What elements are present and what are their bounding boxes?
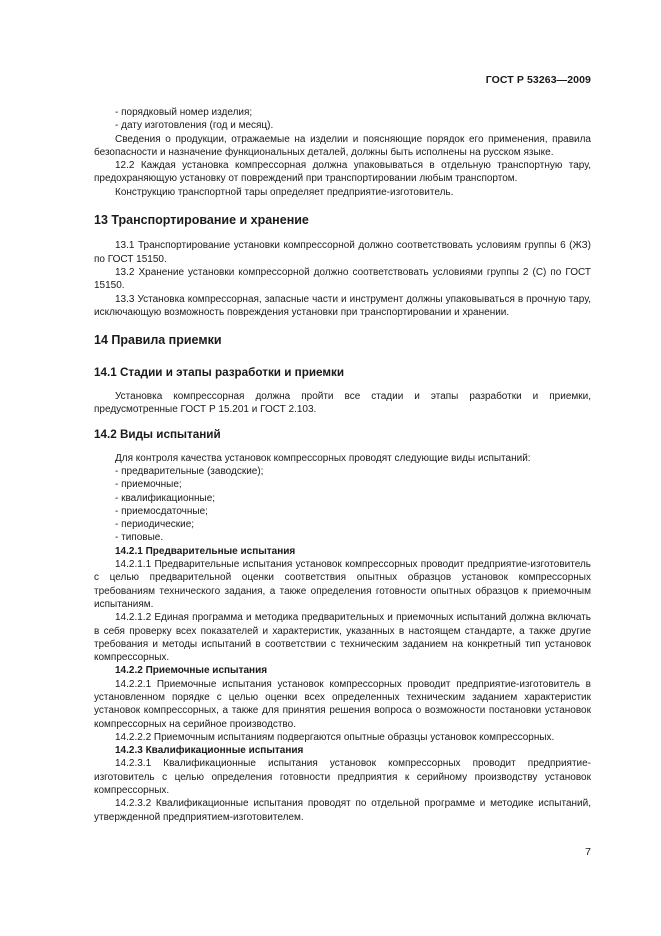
section-14-heading: 14 Правила приемки: [94, 333, 222, 348]
list-item: - квалификационные;: [115, 492, 216, 504]
document-code-header: ГОСТ Р 53263—2009: [485, 74, 591, 86]
subsection-14-2-3-heading: 14.2.3 Квалификационные испытания: [115, 745, 304, 757]
subsection-14-2-heading: 14.2 Виды испытаний: [94, 428, 221, 442]
list-item: - приемосдаточные;: [115, 505, 208, 517]
paragraph: Конструкцию транспортной тары определяет предприятие-изготовитель.: [115, 186, 454, 198]
paragraph: 13.3 Установка компрессорная, запасные части и инструмент должны упаковываться в прочную тару, исключающую возможность повреждения установки при транспортировании и хранении.: [94, 293, 591, 318]
list-item: - типовые.: [115, 532, 164, 544]
list-item: - предварительные (заводские);: [115, 465, 264, 477]
subsection-14-2-1-heading: 14.2.1 Предварительные испытания: [115, 545, 296, 557]
document-body: [94, 106, 591, 824]
page-number: 7: [585, 846, 591, 858]
list-item: - периодические;: [115, 519, 195, 531]
paragraph: 14.2.1.2 Единая программа и методика предварительных и приемочных испытаний должна включать в себя проверку всех показателей и характеристик, указанных в настоящем стандарте, а также другие требования и методы испытаний в соответствии с техническим заданием на конкретный тип установок компрессорных.: [94, 612, 591, 664]
paragraph: Для контроля качества установок компрессорных проводят следующие виды испытаний:: [115, 452, 531, 464]
list-item: - приемочные;: [115, 479, 182, 491]
paragraph: 14.2.3.2 Квалификационные испытания проводят по отдельной программе и методике испытаний, утвержденной предприятием-изготовителем.: [94, 798, 591, 823]
list-item: - порядковый номер изделия;: [115, 107, 253, 118]
paragraph: Установка компрессорная должна пройти все стадии и этапы разработки и приемки, предусмотренные ГОСТ Р 15.201 и ГОСТ 2.103.: [94, 390, 591, 416]
paragraph: 12.2 Каждая установка компрессорная должна упаковываться в отдельную транспортную тару, предохраняющую установку от повреждений при транспортировании любым транспортом.: [94, 160, 591, 185]
paragraph: 13.1 Транспортирование установки компрессорной должно соответствовать условиям группы 6 (ЖЗ) по ГОСТ 15150.: [94, 240, 591, 265]
paragraph: 14.2.1.1 Предварительные испытания установок компрессорных проводит предприятие-изготовитель с целью предварительной оценки соответствия опытных образцов установок компрессорных требованиям технического задания, а также определения готовности опытных образцов к приемочным испытаниям.: [94, 559, 591, 610]
list-item: - дату изготовления (год и месяц).: [115, 120, 274, 132]
subsection-14-2-2-heading: 14.2.2 Приемочные испытания: [115, 665, 268, 677]
paragraph: 14.2.3.1 Квалификационные испытания установок компрессорных проводит предприятие-изготовитель с целью определения готовности предприятия к серийному производству установок компрессорных.: [94, 758, 591, 797]
subsection-14-1-heading: 14.1 Стадии и этапы разработки и приемки: [94, 366, 345, 380]
paragraph: 14.2.2.1 Приемочные испытания установок компрессорных проводит предприятие-изготовитель в установленном порядке с целью оценки всех определенных техническим заданием характеристик установок компрессорных, а также для принятия решения вопроса о возможности постановки установок компрессорных на серийное производство.: [94, 678, 591, 730]
paragraph: 13.2 Хранение установки компрессорной должно соответствовать условиями группы 2 (С) по ГОСТ 15150.: [94, 266, 591, 292]
paragraph: 14.2.2.2 Приемочным испытаниям подвергаются опытные образцы установок компрессорных.: [115, 731, 555, 743]
section-13-heading: 13 Транспортирование и хранение: [94, 213, 309, 228]
paragraph: Сведения о продукции, отражаемые на изделии и поясняющие порядок его применения, правила безопасности и назначение функциональных деталей, должны быть исполнены на русском языке.: [94, 133, 591, 158]
